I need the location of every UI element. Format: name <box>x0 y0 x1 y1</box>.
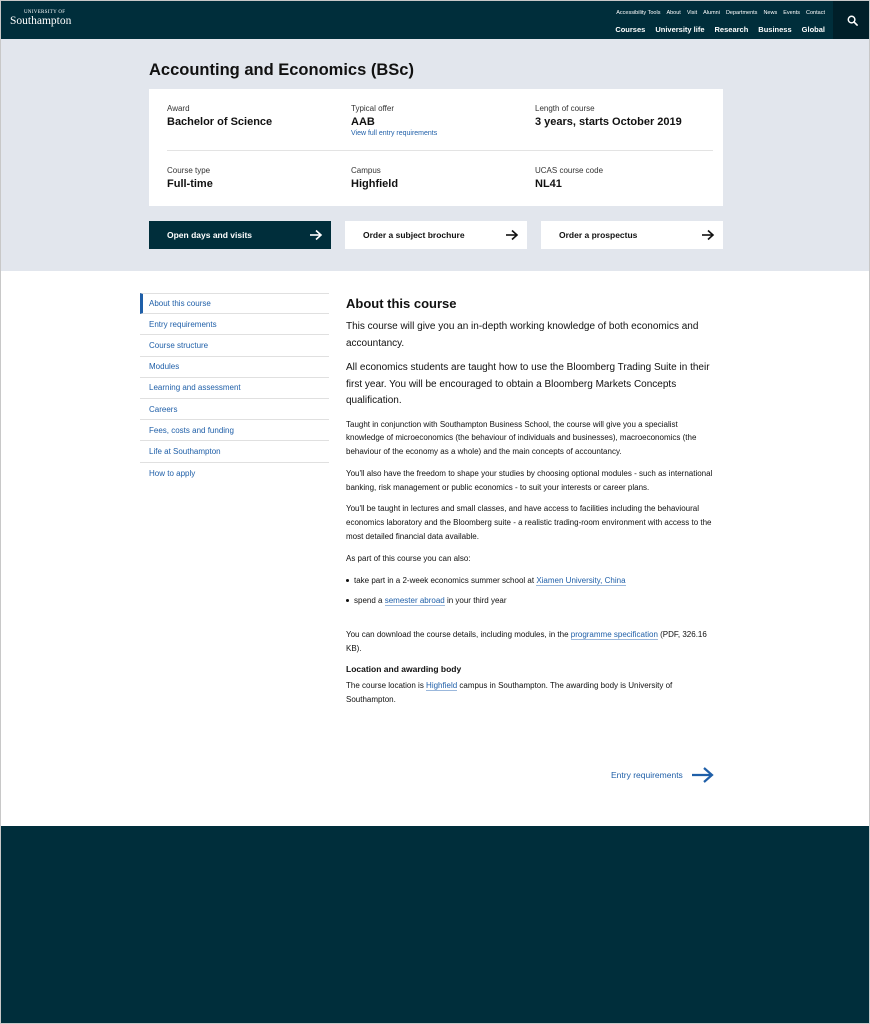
fact-label: Course type <box>167 166 211 175</box>
sidebar-item-label: Fees, costs and funding <box>149 425 234 435</box>
fact-value: 3 years, starts October 2019 <box>535 116 682 128</box>
sidebar-item-about[interactable] <box>140 293 329 314</box>
sidebar-item-label: About this course <box>149 299 211 309</box>
location-heading: Location and awarding body <box>346 663 462 674</box>
body-paragraph <box>346 679 716 707</box>
arrow-right-icon <box>505 229 519 241</box>
util-link-news[interactable]: News <box>763 10 778 16</box>
fact-label: Campus <box>351 166 381 175</box>
cta-label: Order a subject brochure <box>363 230 465 240</box>
fact-label: Length of course <box>535 104 595 113</box>
fact-length <box>535 104 715 128</box>
fact-value: AAB <box>351 116 375 128</box>
sidebar-item-label: Learning and assessment <box>149 383 241 393</box>
arrow-right-icon <box>309 229 323 241</box>
sidebar-item-course-structure[interactable] <box>140 335 329 356</box>
highfield-link[interactable]: Highfield <box>426 680 458 690</box>
util-link-contact[interactable]: Contact <box>806 10 825 16</box>
course-hero <box>1 39 870 271</box>
course-facts-panel <box>149 89 723 206</box>
arrow-right-icon <box>701 229 715 241</box>
paragraph-text: (PDF, 326.16 KB). <box>346 630 707 654</box>
lead-paragraph: All economics students are taught how to use the Bloomberg Trading Suite in their first year. You will be encouraged to obtain a Bloomberg Markets Concepts qualification. <box>346 362 710 406</box>
list-item-text: in your third year <box>444 596 507 606</box>
list-item <box>346 574 716 588</box>
fact-label: Award <box>167 104 190 113</box>
entry-requirements-link[interactable]: View full entry requirements <box>351 130 438 137</box>
facts-divider <box>167 150 713 151</box>
util-link-alumni[interactable]: Alumni <box>703 10 720 16</box>
section-heading: About this course <box>346 296 457 311</box>
open-days-button[interactable] <box>149 221 331 249</box>
sidebar-item-fees[interactable] <box>140 420 329 441</box>
sidebar-item-learning-assessment[interactable] <box>140 378 329 399</box>
fact-value: Full-time <box>167 178 213 190</box>
fact-course-type <box>167 166 347 190</box>
list-item-text: spend a <box>354 596 385 606</box>
sidebar-item-label: Careers <box>149 404 178 414</box>
semester-abroad-link[interactable]: semester abroad <box>384 596 445 606</box>
lead-paragraph: This course will give you an in-depth working knowledge of both economics and accountancy. <box>346 321 699 349</box>
search-icon <box>847 15 858 26</box>
order-brochure-button[interactable] <box>345 221 527 249</box>
sidebar-item-careers[interactable] <box>140 399 329 420</box>
programme-specification-link[interactable]: programme specification <box>570 630 658 640</box>
course-content <box>346 296 716 714</box>
paragraph-text: You can download the course details, including modules, in the <box>346 630 571 640</box>
nav-courses[interactable]: Courses <box>615 25 646 34</box>
fact-typical-offer <box>351 104 531 137</box>
order-prospectus-button[interactable] <box>541 221 723 249</box>
nav-research[interactable]: Research <box>714 25 749 34</box>
fact-campus <box>351 166 531 190</box>
fact-value: Bachelor of Science <box>167 116 273 128</box>
fact-ucas-code <box>535 166 715 190</box>
sidebar-item-label: How to apply <box>149 468 196 478</box>
sidebar-item-label: Course structure <box>149 340 209 350</box>
utility-nav <box>616 10 825 16</box>
sidebar-item-label: Modules <box>149 362 180 372</box>
sidebar-item-label: Entry requirements <box>149 319 217 329</box>
logo-small-text: UNIVERSITY OF <box>24 10 66 15</box>
fact-value: Highfield <box>351 178 399 190</box>
site-footer <box>1 826 870 1024</box>
body-paragraph: Taught in conjunction with Southampton Business School, the course will give you a specialist knowledge of microeconomics (the behaviour of individuals and businesses), macroeconomics (the behaviour of the economy as a whole) and the main concepts of accountancy. <box>346 419 697 457</box>
sidebar-item-how-to-apply[interactable] <box>140 463 329 484</box>
next-section-label: Entry requirements <box>611 770 683 780</box>
util-link-departments[interactable]: Departments <box>725 10 758 16</box>
main-nav <box>615 25 825 34</box>
logo-big-text: Southampton <box>10 15 72 27</box>
util-link-about[interactable]: About <box>666 10 681 16</box>
site-header <box>1 1 870 39</box>
body-paragraph: You'll be taught in lectures and small classes, and have access to facilities including the behavioural economics laboratory and the Bloomberg suite - a realistic trading-room environment with access to the most detailed financial data available. <box>346 504 712 542</box>
fact-award <box>167 104 347 128</box>
list-item-text: take part in a 2-week economics summer school at <box>354 575 537 585</box>
page-title: Accounting and Economics (BSc) <box>149 61 414 79</box>
arrow-right-icon <box>691 766 715 784</box>
util-link-events[interactable]: Events <box>783 10 801 16</box>
util-link-accessibility[interactable]: Accessibility Tools <box>616 10 661 16</box>
paragraph-text: The course location is <box>346 680 427 690</box>
util-link-visit[interactable]: Visit <box>686 10 698 16</box>
list-item <box>346 594 716 608</box>
options-list <box>346 574 716 609</box>
xiamen-university-link[interactable]: Xiamen University, China <box>536 575 626 585</box>
body-paragraph <box>346 628 716 656</box>
fact-label: Typical offer <box>351 104 394 113</box>
paragraph-text: campus in Southampton. The awarding body is University of Southampton. <box>346 680 673 704</box>
course-sidebar-nav <box>140 293 329 484</box>
nav-university-life[interactable]: University life <box>655 25 705 34</box>
body-paragraph: As part of this course you can also: <box>346 553 471 563</box>
fact-label: UCAS course code <box>535 166 604 175</box>
nav-global[interactable]: Global <box>801 25 825 34</box>
nav-business[interactable]: Business <box>758 25 792 34</box>
body-paragraph: You'll also have the freedom to shape your studies by choosing optional modules - such as international banking, risk management or public economics - to suit your interests or career plans. <box>346 468 713 492</box>
fact-value: NL41 <box>535 178 562 190</box>
sidebar-item-life[interactable] <box>140 441 329 462</box>
sidebar-item-entry-requirements[interactable] <box>140 314 329 335</box>
cta-label: Open days and visits <box>167 230 253 240</box>
search-button[interactable] <box>833 1 870 39</box>
cta-label: Order a prospectus <box>559 230 638 240</box>
sidebar-item-modules[interactable] <box>140 357 329 378</box>
next-section-link[interactable] <box>611 766 715 784</box>
sidebar-item-label: Life at Southampton <box>149 446 221 456</box>
